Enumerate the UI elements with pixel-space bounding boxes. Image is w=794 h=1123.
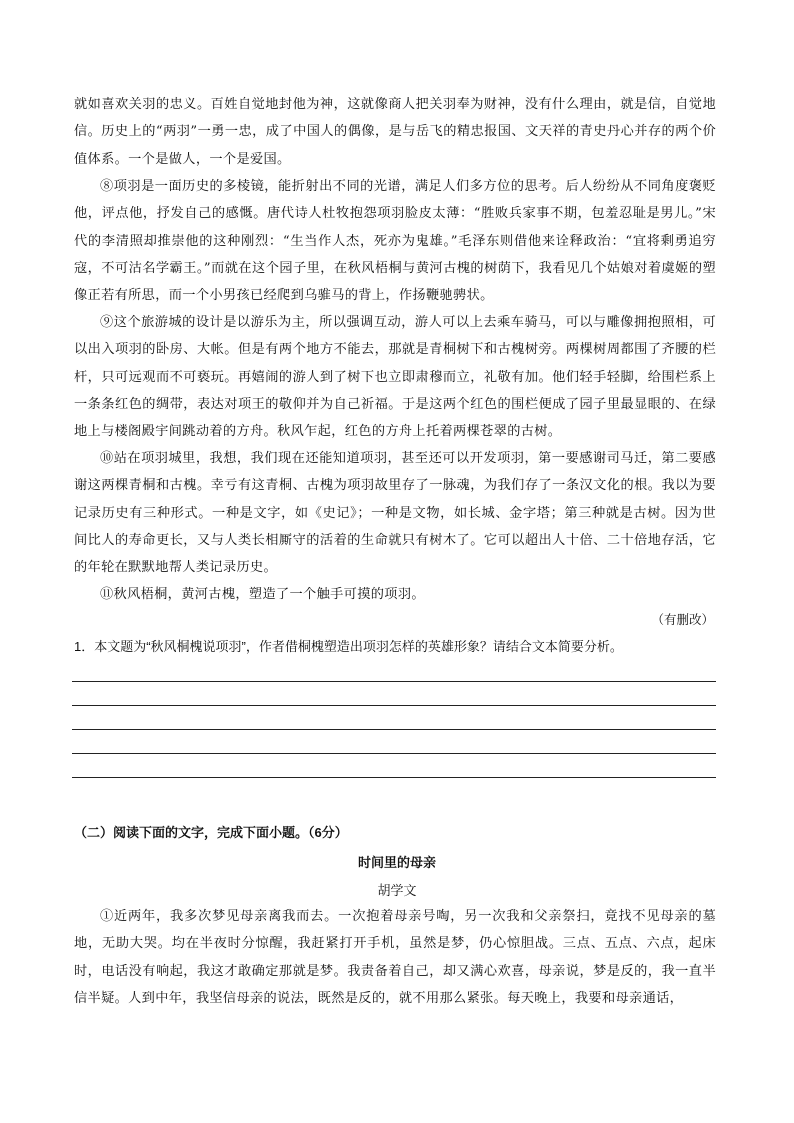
article-title: 时间里的母亲: [357, 856, 436, 871]
article-author: 胡学文: [377, 884, 417, 899]
paragraph-continued: 就如喜欢关羽的忠义。百姓自觉地封他为神，这就像商人把关羽奉为财神，没有什么理由，就是信，自觉地信。历史上的“两羽”一勇一忠，成了中国人的偶像，是与岳飞的精忠报国、文天祥的青史丹心并存的两个价值体系。一个是做人，一个是爱国。: [74, 97, 716, 167]
paragraph-8: ⑧项羽是一面历史的多棱镜，能折射出不同的光谱，满足人们多方位的思考。后人纷纷从不同角度褒贬他，评点他，抒发自己的感慨。唐代诗人杜牧抱怨项羽脸皮太薄：“胜败兵家事不期，包羞忍耻是男儿。”宋代的李清照却推崇他的这种刚烈：“生当作人杰，死亦为鬼雄。”毛泽东则借他来诠释政治：“宜将剩勇追穷寇，不可沽名学霸王。”而就在这个园子里，在秋风梧桐与黄河古槐的树荫下，我看见几个姑娘对着虞姬的塑像正若有所思，而一个小男孩已经爬到乌骓马的背上，作扬鞭驰骋状。: [74, 179, 716, 304]
answer-line[interactable]: [72, 753, 716, 754]
answer-line[interactable]: [72, 777, 716, 778]
article-paragraph-1: ①近两年，我多次梦见母亲离我而去。一次抱着母亲号啕，另一次我和父亲祭扫，竟找不见母亲的墓地，无助大哭。均在半夜时分惊醒，我赶紧打开手机，虽然是梦，仍心惊胆战。三点、五点、六点，起床时，电话没有响起，我这才敢确定那就是梦。我责备着自己，却又满心欢喜，母亲说，梦是反的，我一直半信半疑。人到中年，我坚信母亲的说法，既然是反的，就不用那么紧张。每天晚上，我要和母亲通话，: [74, 909, 716, 1006]
answer-line[interactable]: [72, 681, 716, 682]
paragraph-10: ⑩站在项羽城里，我想，我们现在还能知道项羽，甚至还可以开发项羽，第一要感谢司马迁，第二要感谢这两棵青桐和古槐。幸亏有这青桐、古槐为项羽故里存了一脉魂，为我们存了一条汉文化的根。我以为要记录历史有三种形式。一种是文字，如《史记》；一种是文物，如长城、金字塔；第三种就是古树。因为世间比人的寿命更长，又与人类长相厮守的活着的生命就只有树木了。它可以超出人十倍、二十倍地存活，它的年轮在默默地帮人类记录历史。: [74, 451, 716, 576]
paragraph-9: ⑨这个旅游城的设计是以游乐为主，所以强调互动，游人可以上去乘车骑马，可以与雕像拥抱照相，可以出入项羽的卧房、大帐。但是有两个地方不能去，那就是青桐树下和古槐树旁。两棵树周都围了齐腰的栏杆，只可远观而不可亵玩。再嬉闹的游人到了树下也立即肃穆而立，礼敬有加。他们轻手轻脚，给围栏系上一条条红色的绸带，表达对项王的敬仰并为自己祈福。于是这两个红色的围栏便成了园子里最显眼的、在绿地上与楼阁殿宇间跳动着的方舟。秋风乍起，红色的方舟上托着两棵苍翠的古树。: [74, 315, 716, 440]
answer-line[interactable]: [72, 729, 716, 730]
revision-note: （有删改）: [651, 612, 714, 627]
paragraph-11: ⑪秋风梧桐，黄河古槐，塑造了一个触手可摸的项羽。: [100, 587, 425, 602]
answer-line[interactable]: [72, 705, 716, 706]
question-1: 1．本文题为“秋风桐槐说项羽”，作者借桐槐塑造出项羽怎样的英雄形象？请结合文本简要分析。: [74, 639, 623, 654]
section-heading: （二）阅读下面的文字，完成下面小题。（6分）: [74, 825, 348, 840]
